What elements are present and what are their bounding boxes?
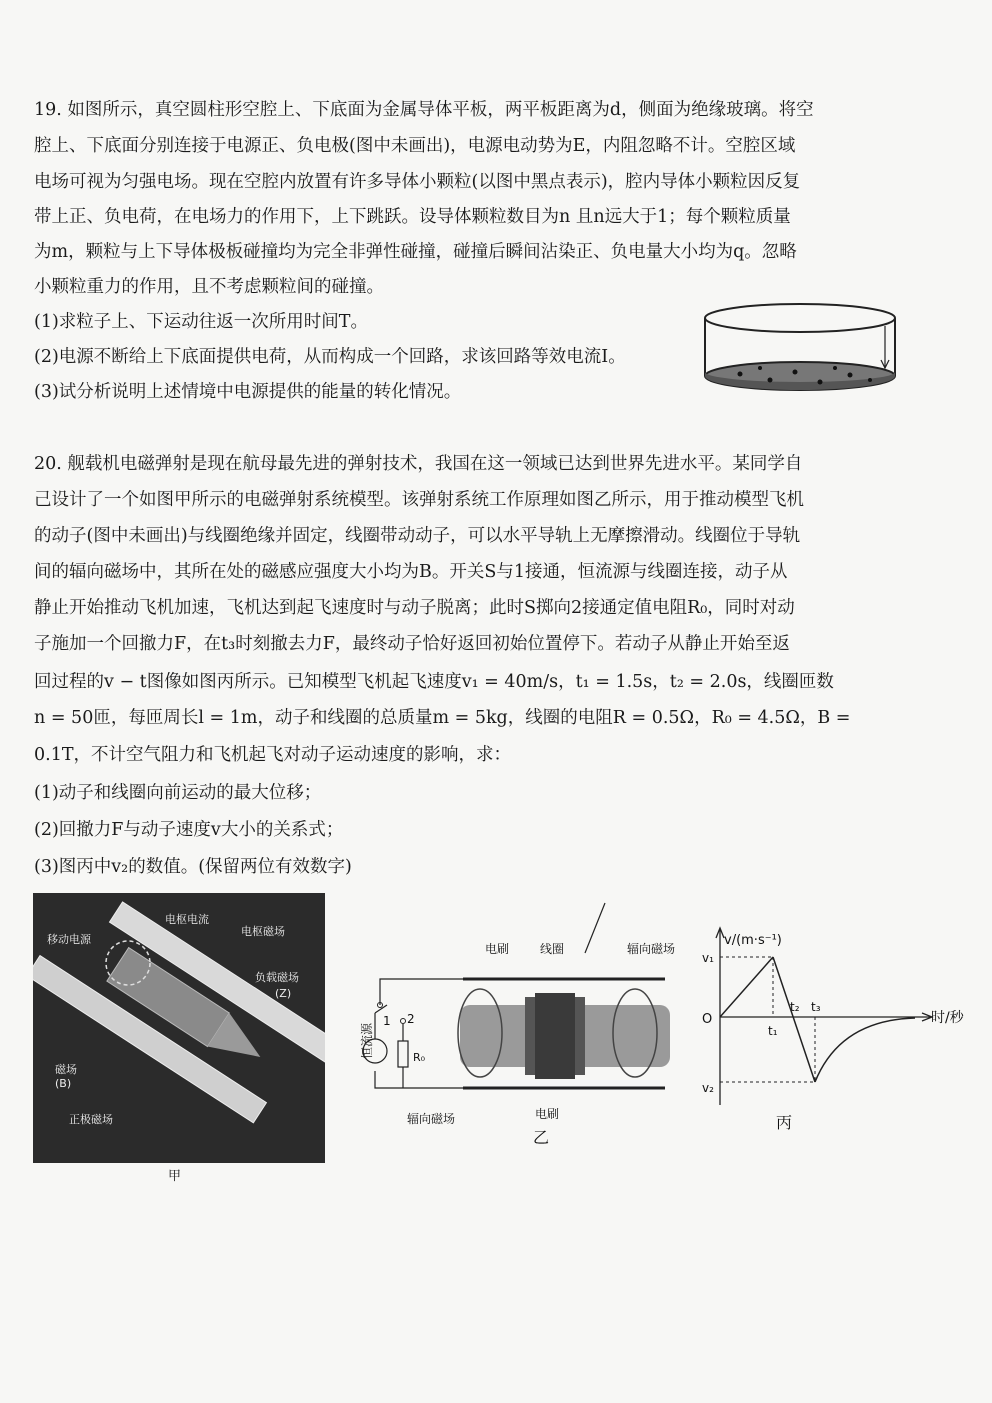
cylinder-figure [700, 298, 900, 398]
yi-label: 线圈 [540, 942, 565, 956]
q20-line: n = 50匝，每匝周长l = 1m，动子和线圈的总质量m = 5kg，线圈的电阻R = 0.5Ω，R₀ = 4.5Ω，B = [34, 708, 851, 728]
figure-jia-caption: 甲 [168, 1169, 182, 1184]
jia-label: 正极磁场 [69, 1113, 113, 1126]
bing-tick-v1: v₁ [702, 951, 714, 965]
yi-resistor: R₀ [413, 1051, 426, 1064]
bing-x-label: 时/秒 [931, 1010, 964, 1026]
q20-line: 回过程的v − t图像如图丙所示。已知模型飞机起飞速度v₁ = 40m/s，t₁ = 1.5s，t₂ = 2.0s，线圈匝数 [34, 672, 834, 692]
yi-label: 辐向磁场 [627, 942, 676, 956]
jia-label: 电枢电流 [165, 913, 209, 926]
jia-label: (B) [55, 1077, 72, 1090]
q20-line: 的动子(图中未画出)与线圈绝缘并固定，线圈带动动子，可以水平导轨上无摩擦滑动。线圈位于导轨 [34, 526, 801, 546]
bing-tick-t1: t₁ [768, 1024, 778, 1038]
yi-label: 电刷 [485, 942, 510, 956]
q20-line: 子施加一个回撤力F，在t₃时刻撤去力F，最终动子恰好返回初始位置停下。若动子从静止开始至返 [34, 634, 790, 654]
q20-line: 己设计了一个如图甲所示的电磁弹射系统模型。该弹射系统工作原理如图乙所示，用于推动模型飞机 [34, 490, 804, 510]
bing-y-label: v/(m·s⁻¹) [724, 933, 782, 948]
q19-subquestion-2: (2)电源不断给上下底面提供电荷，从而构成一个回路，求该回路等效电流I。 [34, 347, 626, 367]
figure-bing-vt-graph [690, 920, 980, 1140]
q20-subquestion-2: (2)回撤力F与动子速度v大小的关系式； [34, 820, 344, 840]
q20-line: 0.1T，不计空气阻力和飞机起飞对动子运动速度的影响，求： [34, 745, 512, 765]
bing-origin: O [702, 1012, 713, 1027]
q20-line: 20. 舰载机电磁弹射是现在航母最先进的弹射技术，我国在这一领域已达到世界先进水平。某同学自 [34, 454, 803, 474]
q20-subquestion-3: (3)图丙中v₂的数值。(保留两位有效数字) [34, 857, 352, 877]
q19-line: 带上正、负电荷，在电场力的作用下，上下跳跃。设导体颗粒数目为n 且n远大于1；每个颗粒质量 [34, 207, 791, 227]
q19-line: 腔上、下底面分别连接于电源正、负电极(图中未画出)，电源电动势为E，内阻忽略不计。空腔区域 [34, 136, 796, 156]
q19-subquestion-3: (3)试分析说明上述情境中电源提供的能量的转化情况。 [34, 382, 462, 402]
figure-yi-caption: 乙 [533, 1128, 550, 1147]
jia-label: 负载磁场 [255, 971, 299, 984]
q19-line: 为m，颗粒与上下导体极板碰撞均为完全非弹性碰撞，碰撞后瞬间沾染正、负电量大小均为q。忽略 [34, 242, 797, 262]
q19-line: 小颗粒重力的作用，且不考虑颗粒间的碰撞。 [34, 277, 384, 297]
jia-label: 磁场 [55, 1063, 77, 1076]
bing-tick-t2: t₂ [790, 1000, 800, 1014]
yi-label: 电刷 [535, 1107, 560, 1121]
yi-switch-1: 1 [383, 1014, 391, 1028]
yi-switch-2: 2 [407, 1012, 415, 1026]
jia-label: 电枢磁场 [241, 925, 285, 938]
figure-yi-circuit [335, 893, 695, 1153]
q20-subquestion-1: (1)动子和线圈向前运动的最大位移； [34, 783, 322, 803]
bing-tick-t3: t₃ [811, 1000, 821, 1014]
yi-label: 恒流源 [360, 1022, 374, 1059]
q20-line: 静止开始推动飞机加速，飞机达到起飞速度时与动子脱离；此时S掷向2接通定值电阻R₀，同时对动 [34, 598, 795, 618]
q19-line: 电场可视为匀强电场。现在空腔内放置有许多导体小颗粒(以图中黑点表示)，腔内导体小颗粒因反复 [34, 172, 801, 192]
jia-label: 移动电源 [47, 933, 91, 946]
jia-label: (Z) [275, 987, 292, 1000]
q19-subquestion-1: (1)求粒子上、下运动往返一次所用时间T。 [34, 312, 368, 332]
q20-line: 间的辐向磁场中，其所在处的磁感应强度大小均为B。开关S与1接通，恒流源与线圈连接，动子从 [34, 562, 788, 582]
yi-label: 辐向磁场 [407, 1112, 456, 1126]
figure-jia-photo [33, 893, 325, 1163]
figure-bing-caption: 丙 [776, 1113, 793, 1132]
q19-line: 19. 如图所示，真空圆柱形空腔上、下底面为金属导体平板，两平板距离为d，侧面为绝缘玻璃。将空 [34, 100, 814, 120]
bing-tick-v2: v₂ [702, 1081, 714, 1095]
